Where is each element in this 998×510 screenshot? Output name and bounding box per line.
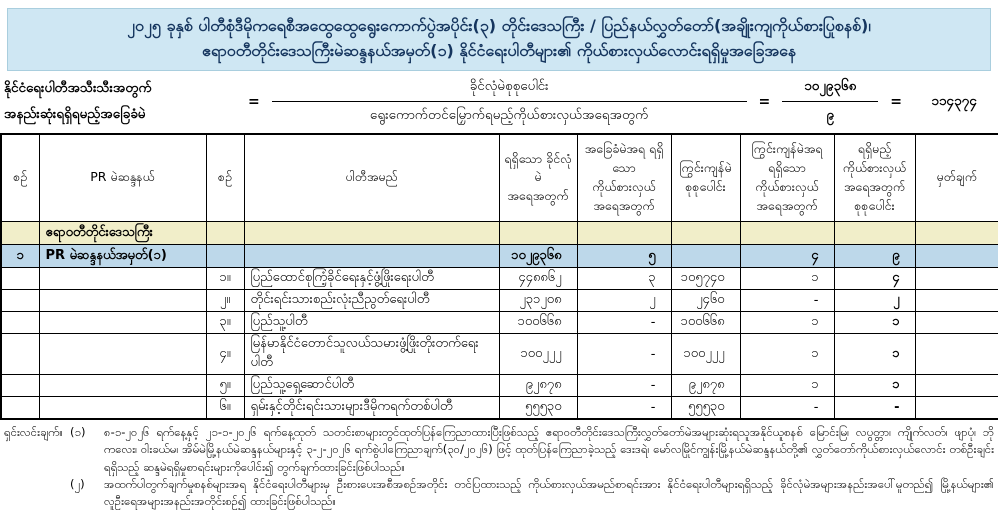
- cell-remaining-reps: ၁: [740, 268, 834, 290]
- cell-remaining-reps: -: [740, 397, 834, 420]
- cell-empty: [39, 312, 206, 334]
- cell-base-reps: -: [577, 334, 671, 375]
- cell-remaining-votes: ၁၀၀၆၆၈: [671, 312, 740, 334]
- cell-empty: [499, 222, 577, 245]
- cell-remark: [915, 375, 998, 397]
- title-line-2: ဧရာဝတီတိုင်းဒေသကြီးမဲဆန္ဒနယ်အမှတ်(၁) နိုင်ငံရေးပါတီများ၏ ကိုယ်စားလှယ်လောင်းရရှိမှုအခြေအနေ: [201, 40, 797, 60]
- footnote-2: [4, 476, 994, 510]
- party-serial: ၆။: [206, 397, 244, 420]
- col-header-remark: မှတ်ချက်: [915, 134, 998, 222]
- formula-fraction-text: [272, 77, 747, 126]
- cell-empty: [206, 245, 244, 268]
- constituency-serial: ၁: [1, 245, 39, 268]
- fraction2-numerator: ၁၀၂၉၃၆၈: [782, 77, 878, 102]
- cell-remark: [915, 245, 998, 268]
- cell-total-reps: ၉: [834, 245, 915, 268]
- party-row: [1, 375, 998, 397]
- cell-empty: [671, 222, 740, 245]
- cell-remaining-votes: ၅၅၅၃၀: [671, 397, 740, 420]
- col-header-pr-constituency: PR မဲဆန္ဒနယ်: [39, 134, 206, 222]
- cell-empty: [39, 375, 206, 397]
- cell-base-reps: -: [577, 397, 671, 420]
- constituency-total-row: [1, 245, 998, 268]
- region-row: [1, 222, 998, 245]
- cell-remaining-reps: ၁: [740, 375, 834, 397]
- formula-fraction-numbers: [782, 77, 878, 126]
- fraction1-denominator: ရွေးကောက်တင်မြှောက်ရမည့်ကိုယ်စားလှယ်အရေအတွက်: [369, 107, 649, 124]
- cell-empty: [39, 397, 206, 420]
- col-header-serial: စဉ်: [1, 134, 39, 222]
- col-header-remaining-votes: ကြွင်းကျန်မဲ စုစုပေါင်း: [671, 134, 740, 222]
- party-serial: ၃။: [206, 312, 244, 334]
- cell-remark: [915, 312, 998, 334]
- header-row: [1, 134, 998, 222]
- document-page: [0, 8, 998, 509]
- cell-total-reps: ၁: [834, 334, 915, 375]
- col-header-base-vote-reps: အခြေခံမဲအရ ရရှိသော ကိုယ်စားလှယ် အရေအတွက်: [577, 134, 671, 222]
- col-header-remaining-vote-reps: ကြွင်းကျန်မဲအရ ရရှိသော ကိုယ်စားလှယ် အရေအတွက်: [740, 134, 834, 222]
- cell-empty: [1, 312, 39, 334]
- cell-remaining-votes: [671, 245, 740, 268]
- party-row: [1, 312, 998, 334]
- cell-valid-votes: ၁၀၀၆၆၈: [499, 312, 577, 334]
- cell-empty: [206, 222, 244, 245]
- formula-label-line2: အနည်းဆုံးရရှိရမည့်အခြေခံမဲ: [4, 105, 146, 122]
- cell-remaining-votes: ၂၄၆၀: [671, 290, 740, 312]
- cell-empty: [244, 245, 499, 268]
- cell-remaining-reps: -: [740, 290, 834, 312]
- cell-valid-votes: ၅၅၅၃၀: [499, 397, 577, 420]
- cell-empty: [915, 222, 998, 245]
- party-name: တိုင်းရင်းသားစည်းလုံးညီညွတ်ရေးပါတီ: [244, 290, 499, 312]
- footnote-2-text: အထက်ပါတွက်ချက်မှုစနစ်များအရ နိုင်ငံရေးပါတီများမှ ဦးစားပေးအစီအစဉ်အတိုင်း တင်ပြထားသည့် ကိုယ်စားလှယ်အမည်စာရင်းအား နိုင်ငံရေးပါတီများရရှိသည့် ခိုင်လုံမဲအများအနည်းအပေါ်မူတည်၍ မြို့နယ်များ၏ လူဦးရေအများအနည်းအတိုင်းစဉ်၍ ထားခြင်းဖြစ်ပါသည်။: [104, 476, 994, 509]
- formula-label: [4, 76, 236, 127]
- cell-valid-votes: ၄၄၈၈၆၂: [499, 268, 577, 290]
- fraction2-denominator: ၉: [826, 107, 835, 124]
- cell-remark: [915, 397, 998, 420]
- cell-empty: [39, 334, 206, 375]
- cell-total-reps: ၄: [834, 268, 915, 290]
- cell-remark: [915, 334, 998, 375]
- col-header-total-reps: ရရှိမည့် ကိုယ်စားလှယ် အရေအတွက် စုစုပေါင်း: [834, 134, 915, 222]
- party-serial: ၂။: [206, 290, 244, 312]
- cell-base-reps: ၅: [577, 245, 671, 268]
- cell-valid-votes: ၁၀၂၉၃၆၈: [499, 245, 577, 268]
- cell-base-reps: -: [577, 375, 671, 397]
- cell-remaining-reps: ၁: [740, 312, 834, 334]
- party-row: [1, 334, 998, 375]
- cell-total-reps: ၂: [834, 290, 915, 312]
- constituency-name: PR မဲဆန္ဒနယ်အမှတ်(၁): [39, 245, 206, 268]
- cell-empty: [577, 222, 671, 245]
- col-header-valid-votes: ရရှိသော ခိုင်လုံမဲ အရေအတွက်: [499, 134, 577, 222]
- party-name: ပြည်ထောင်စုကြံ့ခိုင်ရေးနှင့်ဖွံ့ဖြိုးရေးပါတီ: [244, 268, 499, 290]
- cell-base-reps: ၂: [577, 290, 671, 312]
- formula-result: ၁၁၄၃၇၄: [931, 92, 977, 109]
- cell-empty: [39, 290, 206, 312]
- party-row: [1, 397, 998, 420]
- col-header-serial-2: စဉ်: [206, 134, 244, 222]
- cell-empty: [834, 222, 915, 245]
- cell-remaining-votes: ၁၀၅၇၄၀: [671, 268, 740, 290]
- party-name: မြန်မာနိုင်ငံတောင်သူလယ်သမားဖွံ့ဖြိုးတိုးတက်ရေးပါတီ: [244, 334, 499, 375]
- party-serial: ၅။: [206, 375, 244, 397]
- footnote-1-marker: (၁): [70, 425, 86, 440]
- party-serial: ၄။: [206, 334, 244, 375]
- equals-sign: =: [248, 93, 260, 110]
- cell-empty: [1, 375, 39, 397]
- fraction1-numerator: ခိုင်လုံမဲစုစုပေါင်း: [272, 77, 747, 102]
- footnote-1: [4, 424, 994, 476]
- party-name: ပြည်သူ့ပါတီ: [244, 312, 499, 334]
- cell-valid-votes: ၉၂၈၇၈: [499, 375, 577, 397]
- cell-empty: [1, 334, 39, 375]
- cell-remaining-reps: ၄: [740, 245, 834, 268]
- party-name: ရှမ်းနှင့်တိုင်းရင်းသားများဒီမိုကရက်တစ်ပါတီ: [244, 397, 499, 420]
- footnote-2-marker: (၂): [70, 476, 85, 491]
- cell-empty: [1, 397, 39, 420]
- cell-base-reps: ၃: [577, 268, 671, 290]
- formula-label-line1: နိုင်ငံရေးပါတီအသီးသီးအတွက်: [4, 79, 152, 96]
- cell-valid-votes: ၁၀၀၂၂၂: [499, 334, 577, 375]
- footnote-1-text: ၈-၁-၂၀၂၆ ရက်နေ့နှင့် ၂၁-၁-၂၀၂၆ ရက်နေ့ထုတ် သတင်းစာများတွင်ထုတ်ပြန်ကြေညာထားပြီးဖြစ်သည့် ဧရာဝတီတိုင်းဒေသကြီးလွှတ်တော်မဲအများဆုံးရသူအနိုင်ယူစနစ် မြောင်းမြ၊ လပွတ္တာ၊ ကျိုက်လတ်၊ ဖျာပုံ၊ ဘိုကလေး၊ ဝါးခယ်မ၊ အိမ်မဲမြို့နယ်မဲဆန္ဒနယ်များနှင့် ၃-၂-၂၀၂၆ ရက်စွဲပါကြေညာချက်(၃၀/၂၀၂၆) ဖြင့် ထုတ်ပြန်ကြေညာခဲ့သည့် ဒေးဒရဲ၊ မော်လမြိုင်ကျွန်းမြို့နယ်မဲဆန္ဒနယ်တို့၏ လွှတ်တော်ကိုယ်စားလှယ်လောင်း တစ်ဦးချင်းရရှိသည့် ဆန္ဒမဲရရှိမှုစာရင်းများကိုပေါင်း၍ တွက်ချက်ထားခြင်းဖြစ်ပါသည်။: [104, 425, 994, 474]
- cell-total-reps: ၁: [834, 312, 915, 334]
- cell-empty: [1, 222, 39, 245]
- col-header-party-name: ပါတီအမည်: [244, 134, 499, 222]
- cell-remaining-reps: ၁: [740, 334, 834, 375]
- cell-remark: [915, 268, 998, 290]
- cell-remaining-votes: ၁၀၀၂၂၂: [671, 334, 740, 375]
- title-banner: [7, 8, 991, 71]
- party-row: [1, 290, 998, 312]
- cell-base-reps: -: [577, 312, 671, 334]
- cell-empty: [1, 290, 39, 312]
- cell-empty: [1, 268, 39, 290]
- pr-results-table: [0, 133, 998, 421]
- cell-remaining-votes: ၉၂၈၇၈: [671, 375, 740, 397]
- cell-empty: [244, 222, 499, 245]
- party-row: [1, 268, 998, 290]
- title-line-1: ၂၀၂၅ ခုနှစ် ပါတီစုံဒီမိုကရေစီအထွေထွေရွေးကောက်ပွဲအပိုင်း(၃) တိုင်းဒေသကြီး / ပြည်နယ်လွှတ်တော်(အချိုးကျကိုယ်စားပြုစနစ်)၊: [127, 16, 871, 35]
- cell-total-reps: -: [834, 397, 915, 420]
- cell-remark: [915, 290, 998, 312]
- cell-empty: [740, 222, 834, 245]
- footnotes-label: ရှင်းလင်းချက်။: [4, 425, 64, 440]
- region-name: ဧရာဝတီတိုင်းဒေသကြီး: [39, 222, 206, 245]
- equals-sign: =: [890, 93, 902, 110]
- equals-sign: =: [758, 93, 771, 110]
- cell-empty: [39, 268, 206, 290]
- cell-total-reps: ၁: [834, 375, 915, 397]
- base-vote-formula: [0, 71, 998, 133]
- party-serial: ၁။: [206, 268, 244, 290]
- cell-valid-votes: ၂၃၁၂၀၈: [499, 290, 577, 312]
- footnotes-section: [0, 420, 998, 510]
- party-name: ပြည်သူ့ရှေ့ဆောင်ပါတီ: [244, 375, 499, 397]
